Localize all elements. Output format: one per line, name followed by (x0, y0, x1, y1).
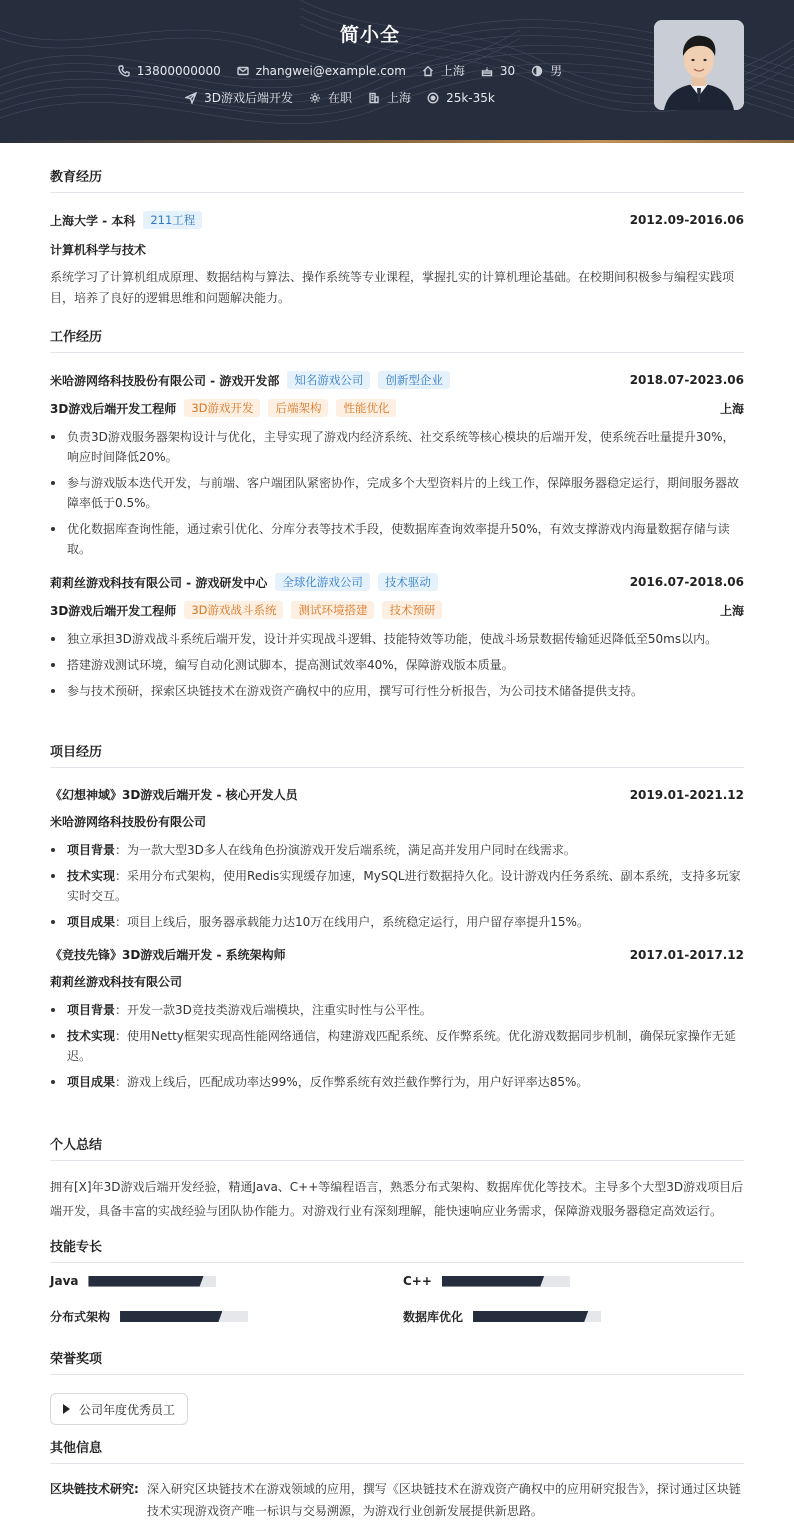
role-tag: 技术预研 (382, 601, 442, 619)
position-info (185, 89, 293, 106)
school-name: 上海大学 - 本科 (50, 213, 136, 228)
project-company: 米哈游网络科技股份有限公司 (50, 815, 207, 829)
list-item: 参与游戏版本迭代开发，与前端、客户端团队紧密协作，完成多个大型资料片的上线工作，保障服务器稳定运行，期间服务器故障率低于0.5%。 (50, 473, 744, 513)
profile-photo (654, 20, 744, 110)
header-accent-bar (0, 140, 794, 143)
section-title-other: 其他信息 (50, 1437, 744, 1464)
skill-name: 分布式架构 (50, 1310, 111, 1324)
skill-name: 数据库优化 (403, 1310, 464, 1324)
project-bullets (50, 840, 744, 932)
other-info-label: 区块链技术研究: (50, 1482, 139, 1496)
skill-item (50, 1274, 216, 1288)
school-tag: 211工程 (143, 211, 202, 229)
building-icon (368, 92, 380, 104)
company-tag: 创新型企业 (378, 371, 450, 389)
list-item: 技术实现：使用Netty框架实现高性能网络通信，构建游戏匹配系统、反作弊系统。优化游戏数据同步机制，确保玩家操作无延迟。 (50, 1026, 744, 1066)
phone-icon (118, 65, 130, 77)
job-date: 2016.07-2018.06 (629, 575, 744, 589)
list-item: 项目成果：项目上线后，服务器承载能力达10万在线用户，系统稳定运行，用户留存率提升15%。 (50, 912, 744, 932)
age-info (481, 64, 515, 78)
skill-item (50, 1308, 248, 1325)
project-header-row (50, 786, 744, 803)
send-icon (185, 92, 197, 104)
age-text: 30 (499, 63, 516, 78)
skill-bar (473, 1311, 601, 1322)
list-item: 参与技术预研，探索区块链技术在游戏资产确权中的应用，撰写可行性分析报告，为公司技术储备提供支持。 (50, 681, 744, 701)
list-item: 项目背景：开发一款3D竞技类游戏后端模块，注重实时性与公平性。 (50, 1000, 744, 1020)
award-name: 公司年度优秀员工 (79, 1402, 176, 1417)
section-title-honors: 荣誉奖项 (50, 1348, 744, 1375)
job-location: 上海 (719, 401, 744, 416)
city-text: 上海 (440, 64, 465, 78)
project-name: 《竞技先锋》3D游戏后端开发 - 系统架构师 (50, 948, 286, 962)
status-text: 在职 (328, 91, 353, 105)
summary-text: 拥有[X]年3D游戏后端开发经验，精通Java、C++等编程语言，熟悉分布式架构、数据库优化等技术。主导多个大型3D游戏项目后端开发，具备丰富的实战经验与团队协作能力。对游戏行业有深刻理解，能快速响应业务需求，保障游戏服务器稳定高效运行。 (50, 1180, 744, 1218)
contact-row (0, 62, 680, 79)
section-title-summary: 个人总结 (50, 1134, 744, 1161)
role-name: 3D游戏后端开发工程师 (50, 603, 177, 618)
salary-info (427, 91, 495, 105)
gender-icon (531, 65, 543, 77)
education-header-row (50, 211, 744, 229)
education-description: 系统学习了计算机组成原理、数据结构与算法、操作系统等专业课程，掌握扎实的计算机理论基础。在校期间积极参与编程实践项目，培养了良好的逻辑思维和问题解决能力。 (50, 270, 735, 305)
project-date: 2017.01-2017.12 (629, 947, 744, 962)
position-text: 3D游戏后端开发 (204, 91, 294, 105)
gender-info (531, 62, 562, 79)
gender-text: 男 (550, 64, 563, 78)
skill-item (403, 1308, 601, 1325)
section-title-skills: 技能专长 (50, 1236, 744, 1263)
project-name: 《幻想神域》3D游戏后端开发 - 核心开发人员 (50, 788, 298, 802)
project-bullets (50, 1000, 744, 1092)
status-info (309, 89, 352, 106)
role-row (50, 601, 744, 619)
project-item (50, 786, 744, 932)
projects-section (50, 741, 744, 1098)
city-info (422, 62, 465, 79)
education-section (50, 166, 744, 309)
avatar-portrait (654, 20, 744, 110)
project-company: 莉莉丝游戏科技有限公司 (50, 975, 183, 989)
email-info (237, 64, 406, 78)
role-tag: 后端架构 (268, 399, 328, 417)
target-city-info (368, 89, 411, 106)
honors-section (50, 1348, 744, 1425)
salary-text: 25k-35k (446, 90, 495, 105)
skill-bar-fill (473, 1311, 588, 1322)
project-header-row (50, 946, 744, 963)
mail-icon (237, 65, 249, 77)
skill-bar-fill (120, 1311, 222, 1322)
other-info-row (50, 1478, 744, 1522)
work-item (50, 371, 744, 559)
role-tag: 3D游戏战斗系统 (184, 601, 283, 619)
company-row (50, 573, 744, 591)
list-item: 技术实现：采用分布式架构，使用Redis实现缓存加速，MySQL进行数据持久化。设计游戏内任务系统、副本系统，支持多玩家实时交互。 (50, 866, 744, 906)
section-title-work: 工作经历 (50, 326, 744, 353)
other-info-text: 深入研究区块链技术在游戏领域的应用，撰写《区块链技术在游戏资产确权中的应用研究报告》，探讨通过区块链技术实现游戏资产唯一标识与交易溯源，为游戏行业创新发展提供新思路。 (146, 1482, 741, 1518)
project-date: 2019.01-2021.12 (629, 787, 744, 802)
target-city-text: 上海 (387, 91, 412, 105)
section-title-education: 教育经历 (50, 166, 744, 193)
company-tag: 知名游戏公司 (287, 371, 370, 389)
email-text: zhangwei@example.com (255, 63, 406, 78)
list-item: 项目成果：游戏上线后，匹配成功率达99%，反作弊系统有效拦截作弊行为，用户好评率达85%。 (50, 1072, 744, 1092)
role-tag: 3D游戏开发 (184, 399, 260, 417)
skill-bar-fill (442, 1276, 544, 1287)
company-name: 米哈游网络科技股份有限公司 - 游戏开发部 (50, 373, 280, 388)
gear-icon (309, 92, 321, 104)
company-tag: 技术驱动 (378, 573, 438, 591)
skill-bar (442, 1276, 570, 1287)
company-name: 莉莉丝游戏科技有限公司 - 游戏研发中心 (50, 575, 268, 590)
project-item (50, 946, 744, 1092)
company-row (50, 371, 744, 389)
list-item: 搭建游戏测试环境，编写自动化测试脚本，提高测试效率40%，保障游戏版本质量。 (50, 655, 744, 675)
other-section (50, 1437, 744, 1522)
company-tag: 全球化游戏公司 (275, 573, 370, 591)
skill-name: C++ (403, 1274, 432, 1288)
list-item: 独立承担3D游戏战斗系统后端开发，设计并实现战斗逻辑、技能特效等功能，使战斗场景数据传输延迟降低至50ms以内。 (50, 629, 744, 649)
summary-section (50, 1134, 744, 1223)
major-name: 计算机科学与技术 (50, 243, 147, 257)
skill-bar (120, 1311, 248, 1322)
role-name: 3D游戏后端开发工程师 (50, 401, 177, 416)
section-title-projects: 项目经历 (50, 741, 744, 768)
work-section (50, 326, 744, 707)
job-intent-row (0, 89, 680, 106)
role-tag: 性能优化 (336, 399, 396, 417)
work-item (50, 573, 744, 701)
skill-bar (88, 1276, 216, 1287)
phone-text: 13800000000 (136, 63, 221, 78)
job-bullets (50, 629, 744, 701)
skills-section (50, 1236, 744, 1336)
play-triangle-icon (63, 1404, 70, 1414)
coin-icon (427, 92, 439, 104)
list-item: 优化数据库查询性能，通过索引优化、分库分表等技术手段，使数据库查询效率提升50%，有效支撑游戏内海量数据存储与读取。 (50, 519, 744, 559)
skill-bar-fill (88, 1276, 203, 1287)
job-bullets (50, 427, 744, 559)
skill-name: Java (50, 1274, 79, 1288)
list-item: 项目背景：为一款大型3D多人在线角色扮演游戏开发后端系统，满足高并发用户同时在线需求。 (50, 840, 744, 860)
job-location: 上海 (719, 603, 744, 618)
award-badge (50, 1393, 188, 1425)
role-tag: 测试环境搭建 (291, 601, 374, 619)
education-date: 2012.09-2016.06 (629, 213, 744, 227)
candidate-name: 简小全 (339, 24, 400, 46)
home-icon (422, 65, 434, 77)
skill-item (403, 1274, 570, 1288)
cake-icon (481, 65, 493, 77)
resume-header (0, 0, 794, 140)
role-row (50, 399, 744, 417)
phone-info (118, 64, 221, 78)
job-date: 2018.07-2023.06 (629, 373, 744, 387)
list-item: 负责3D游戏服务器架构设计与优化，主导实现了游戏内经济系统、社交系统等核心模块的后端开发，使系统吞吐量提升30%，响应时间降低20%。 (50, 427, 744, 467)
